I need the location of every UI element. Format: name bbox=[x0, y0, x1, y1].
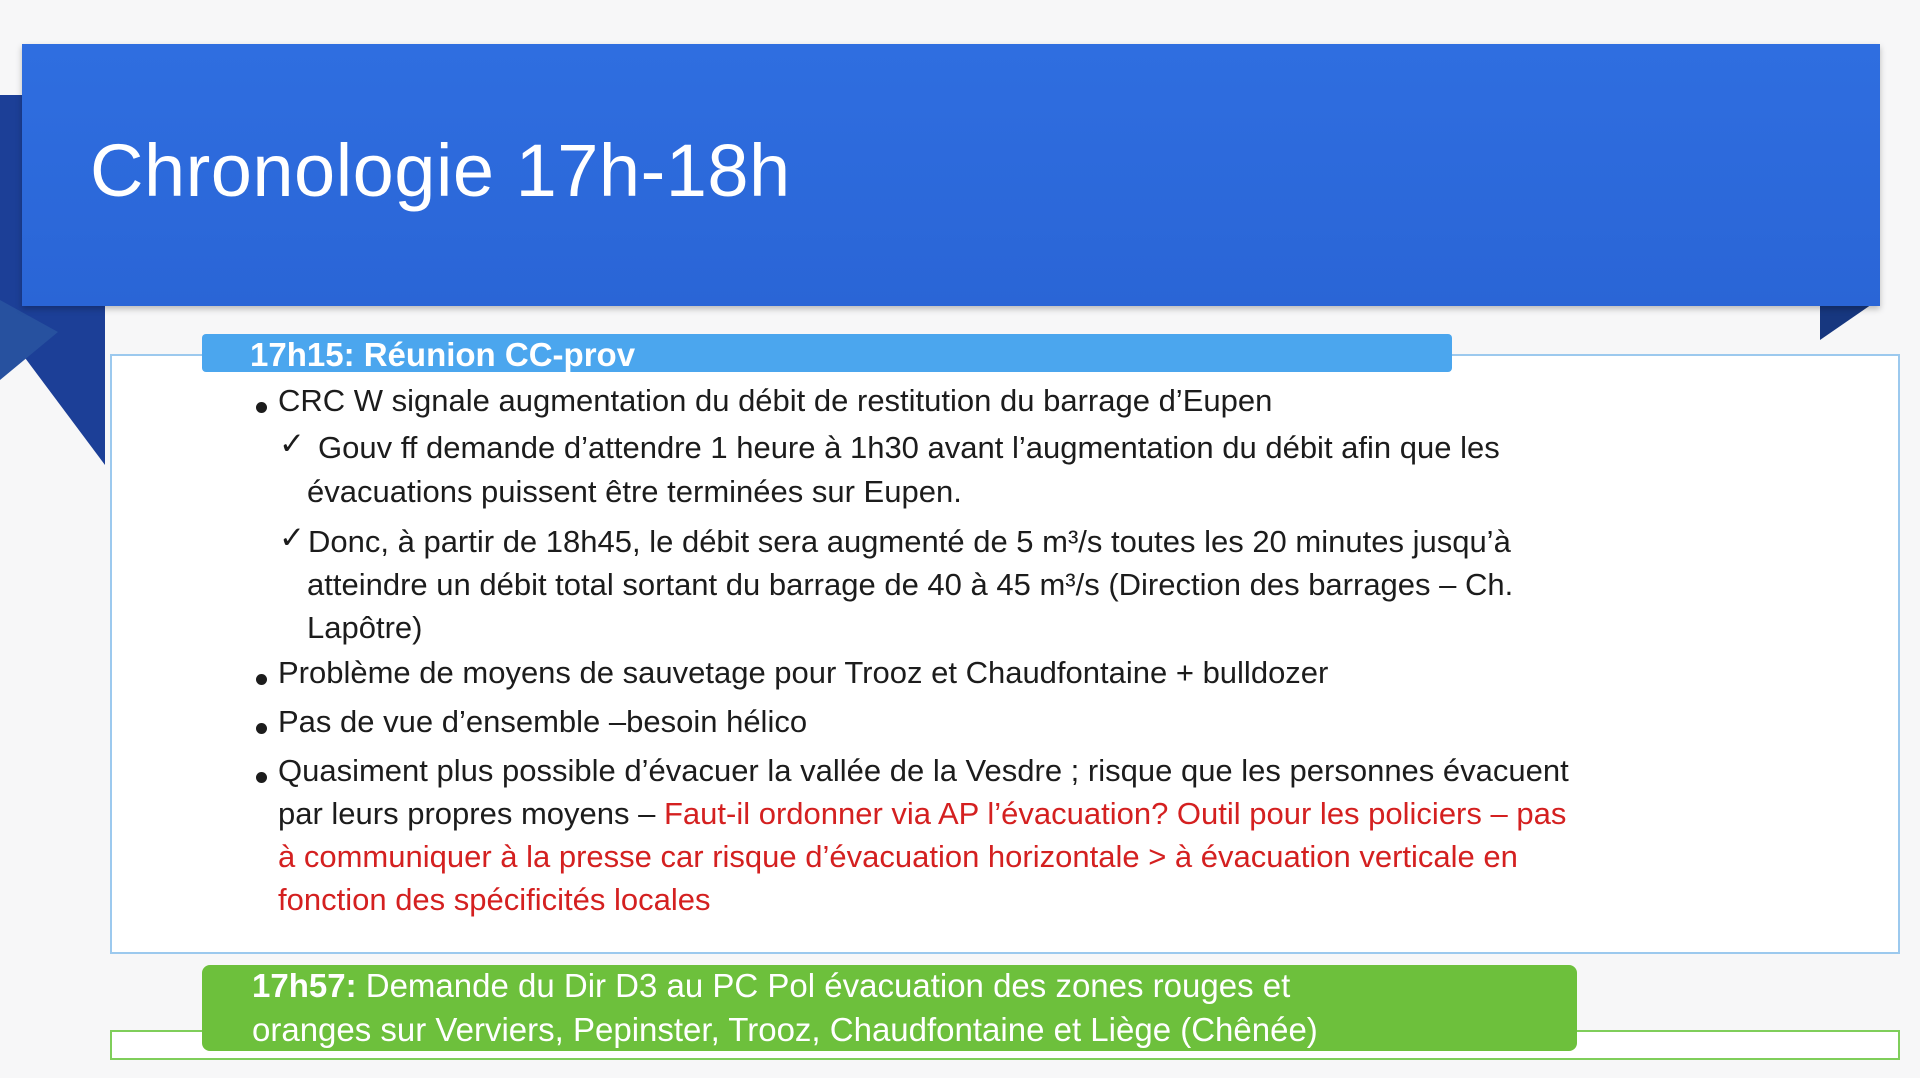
bullet-item-vesdre-line3: à communiquer à la presse car risque d’évacuation horizontale > à évacuation verticale en bbox=[278, 839, 1518, 874]
bullet-icon bbox=[256, 772, 267, 783]
bullet-icon bbox=[256, 402, 267, 413]
check-item-debit-line3: Lapôtre) bbox=[307, 610, 423, 645]
checkmark-icon: ✓ bbox=[279, 520, 305, 555]
section2-line2: oranges sur Verviers, Pepinster, Trooz, Chaudfontaine et Liège (Chênée) bbox=[252, 1011, 1318, 1048]
vesdre-line2-red: Faut-il ordonner via AP l’évacuation? Outil pour les policiers – pas bbox=[663, 796, 1567, 831]
bullet-item-vesdre-line1: Quasiment plus possible d’évacuer la vallée de la Vesdre ; risque que les personnes évacuent bbox=[278, 753, 1569, 788]
section-header-label: 17h15: Réunion CC-prov bbox=[250, 336, 636, 373]
check-item-gouv-line1: Gouv ff demande d’attendre 1 heure à 1h30 avant l’augmentation du débit afin que les bbox=[318, 430, 1500, 465]
check-item-debit-line1: Donc, à partir de 18h45, le débit sera augmenté de 5 m³/s toutes les 20 minutes jusqu’à bbox=[308, 524, 1511, 559]
bullet-item-vesdre-line2 bbox=[278, 793, 1566, 835]
section2-line1 bbox=[252, 964, 1290, 1008]
vesdre-line2-black: par leurs propres moyens – bbox=[278, 796, 664, 831]
slide-title: Chronologie 17h-18h bbox=[90, 129, 791, 212]
section2-line1-text: Demande du Dir D3 au PC Pol évacuation des zones rouges et bbox=[356, 967, 1291, 1004]
bullet-item-vesdre-line4: fonction des spécificités locales bbox=[278, 882, 711, 917]
checkmark-icon: ✓ bbox=[279, 426, 305, 461]
check-item-debit-line2: atteindre un débit total sortant du barrage de 40 à 45 m³/s (Direction des barrages – Ch. bbox=[307, 567, 1514, 602]
section2-time: 17h57: bbox=[252, 967, 357, 1004]
bullet-item-crc: CRC W signale augmentation du débit de restitution du barrage d’Eupen bbox=[278, 383, 1273, 418]
check-item-gouv-line2: évacuations puissent être terminées sur Eupen. bbox=[307, 474, 962, 509]
bullet-icon bbox=[256, 674, 267, 685]
section-header-17h15 bbox=[202, 334, 1452, 372]
bullet-item-sauvetage: Problème de moyens de sauvetage pour Trooz et Chaudfontaine + bulldozer bbox=[278, 655, 1329, 690]
bullet-item-vue-ensemble: Pas de vue d’ensemble –besoin hélico bbox=[278, 704, 808, 739]
bullet-icon bbox=[256, 723, 267, 734]
section-header-17h57 bbox=[202, 965, 1577, 1051]
